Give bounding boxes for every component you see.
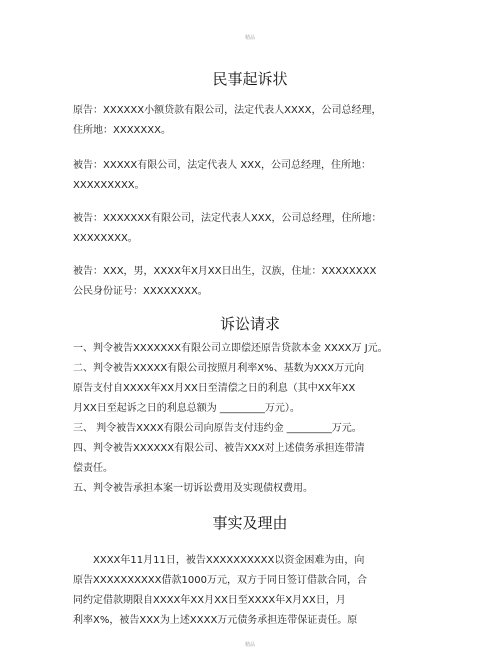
party-line: 原告：XXXXXX小额贷款有限公司，法定代表人XXXX，公司总经理， — [73, 105, 382, 116]
party-defendant-2 — [73, 209, 418, 249]
party-line: XXXXXXXXX。 — [73, 180, 145, 191]
claim-line: 月XX日至起诉之日的利息总额为 _________万元）。 — [73, 403, 300, 414]
claim-line: 二、判令被告XXXXX有限公司按照月利率X%、基数为XXX万元向 — [73, 363, 365, 374]
document-title: 民事起诉状 — [212, 70, 288, 88]
facts-heading: 事实及理由 — [212, 514, 288, 532]
party-defendant-1 — [73, 156, 418, 196]
facts-paragraph — [73, 551, 418, 631]
facts-line: 利率X%，被告XXX为上述XXXX万元债务承担连带保证责任。原 — [73, 615, 358, 626]
party-line: 被告：XXX，男，XXXX年X月XX日出生，汉族，住址：XXXXXXXX — [73, 266, 377, 277]
facts-line: XXXX年11月11日，被告XXXXXXXXXX以资金困难为由，向 — [93, 555, 365, 566]
party-line: 公民身份证号：XXXXXXXX。 — [73, 286, 208, 297]
footer-mark: 精品 — [244, 642, 255, 648]
claims-list — [73, 339, 418, 499]
claims-heading: 诉讼请求 — [219, 315, 280, 333]
party-defendant-3 — [73, 262, 418, 302]
party-line: 被告：XXXXX有限公司，法定代表人 XXX，公司总经理，住所地： — [73, 160, 371, 171]
party-line: 住所地：XXXXXXX。 — [73, 125, 171, 136]
claim-line: 五、判令被告承担本案一切诉讼费用及实现债权费用。 — [73, 483, 313, 494]
claim-line: 偿责任。 — [73, 463, 113, 474]
claim-line: 原告支付自XXXX年XX月XX日至清偿之日的利息（其中XX年XX — [73, 383, 356, 394]
facts-line: 原告XXXXXXXXXX借款1000万元，双方于同日签订借款合同，合 — [73, 575, 367, 586]
facts-line: 同约定借款期限自XXXX年XX月XX日至XXXX年X月XX日，月 — [73, 595, 346, 606]
header-mark: 精品 — [244, 35, 255, 41]
claim-line: 三、 判令被告XXXX有限公司向原告支付违约金 _________万元。 — [73, 423, 362, 434]
party-line: 被告：XXXXXXX有限公司，法定代表人XXX，公司总经理，住所地： — [73, 213, 382, 224]
claim-line: 一、判令被告XXXXXXX有限公司立即偿还原告贷款本金 XXXX万 J元。 — [73, 343, 388, 354]
party-line: XXXXXXXX。 — [73, 233, 138, 244]
party-plaintiff — [73, 101, 418, 141]
claim-line: 四、判令被告XXXXXX有限公司、被告XXX对上述债务承担连带清 — [73, 443, 365, 454]
